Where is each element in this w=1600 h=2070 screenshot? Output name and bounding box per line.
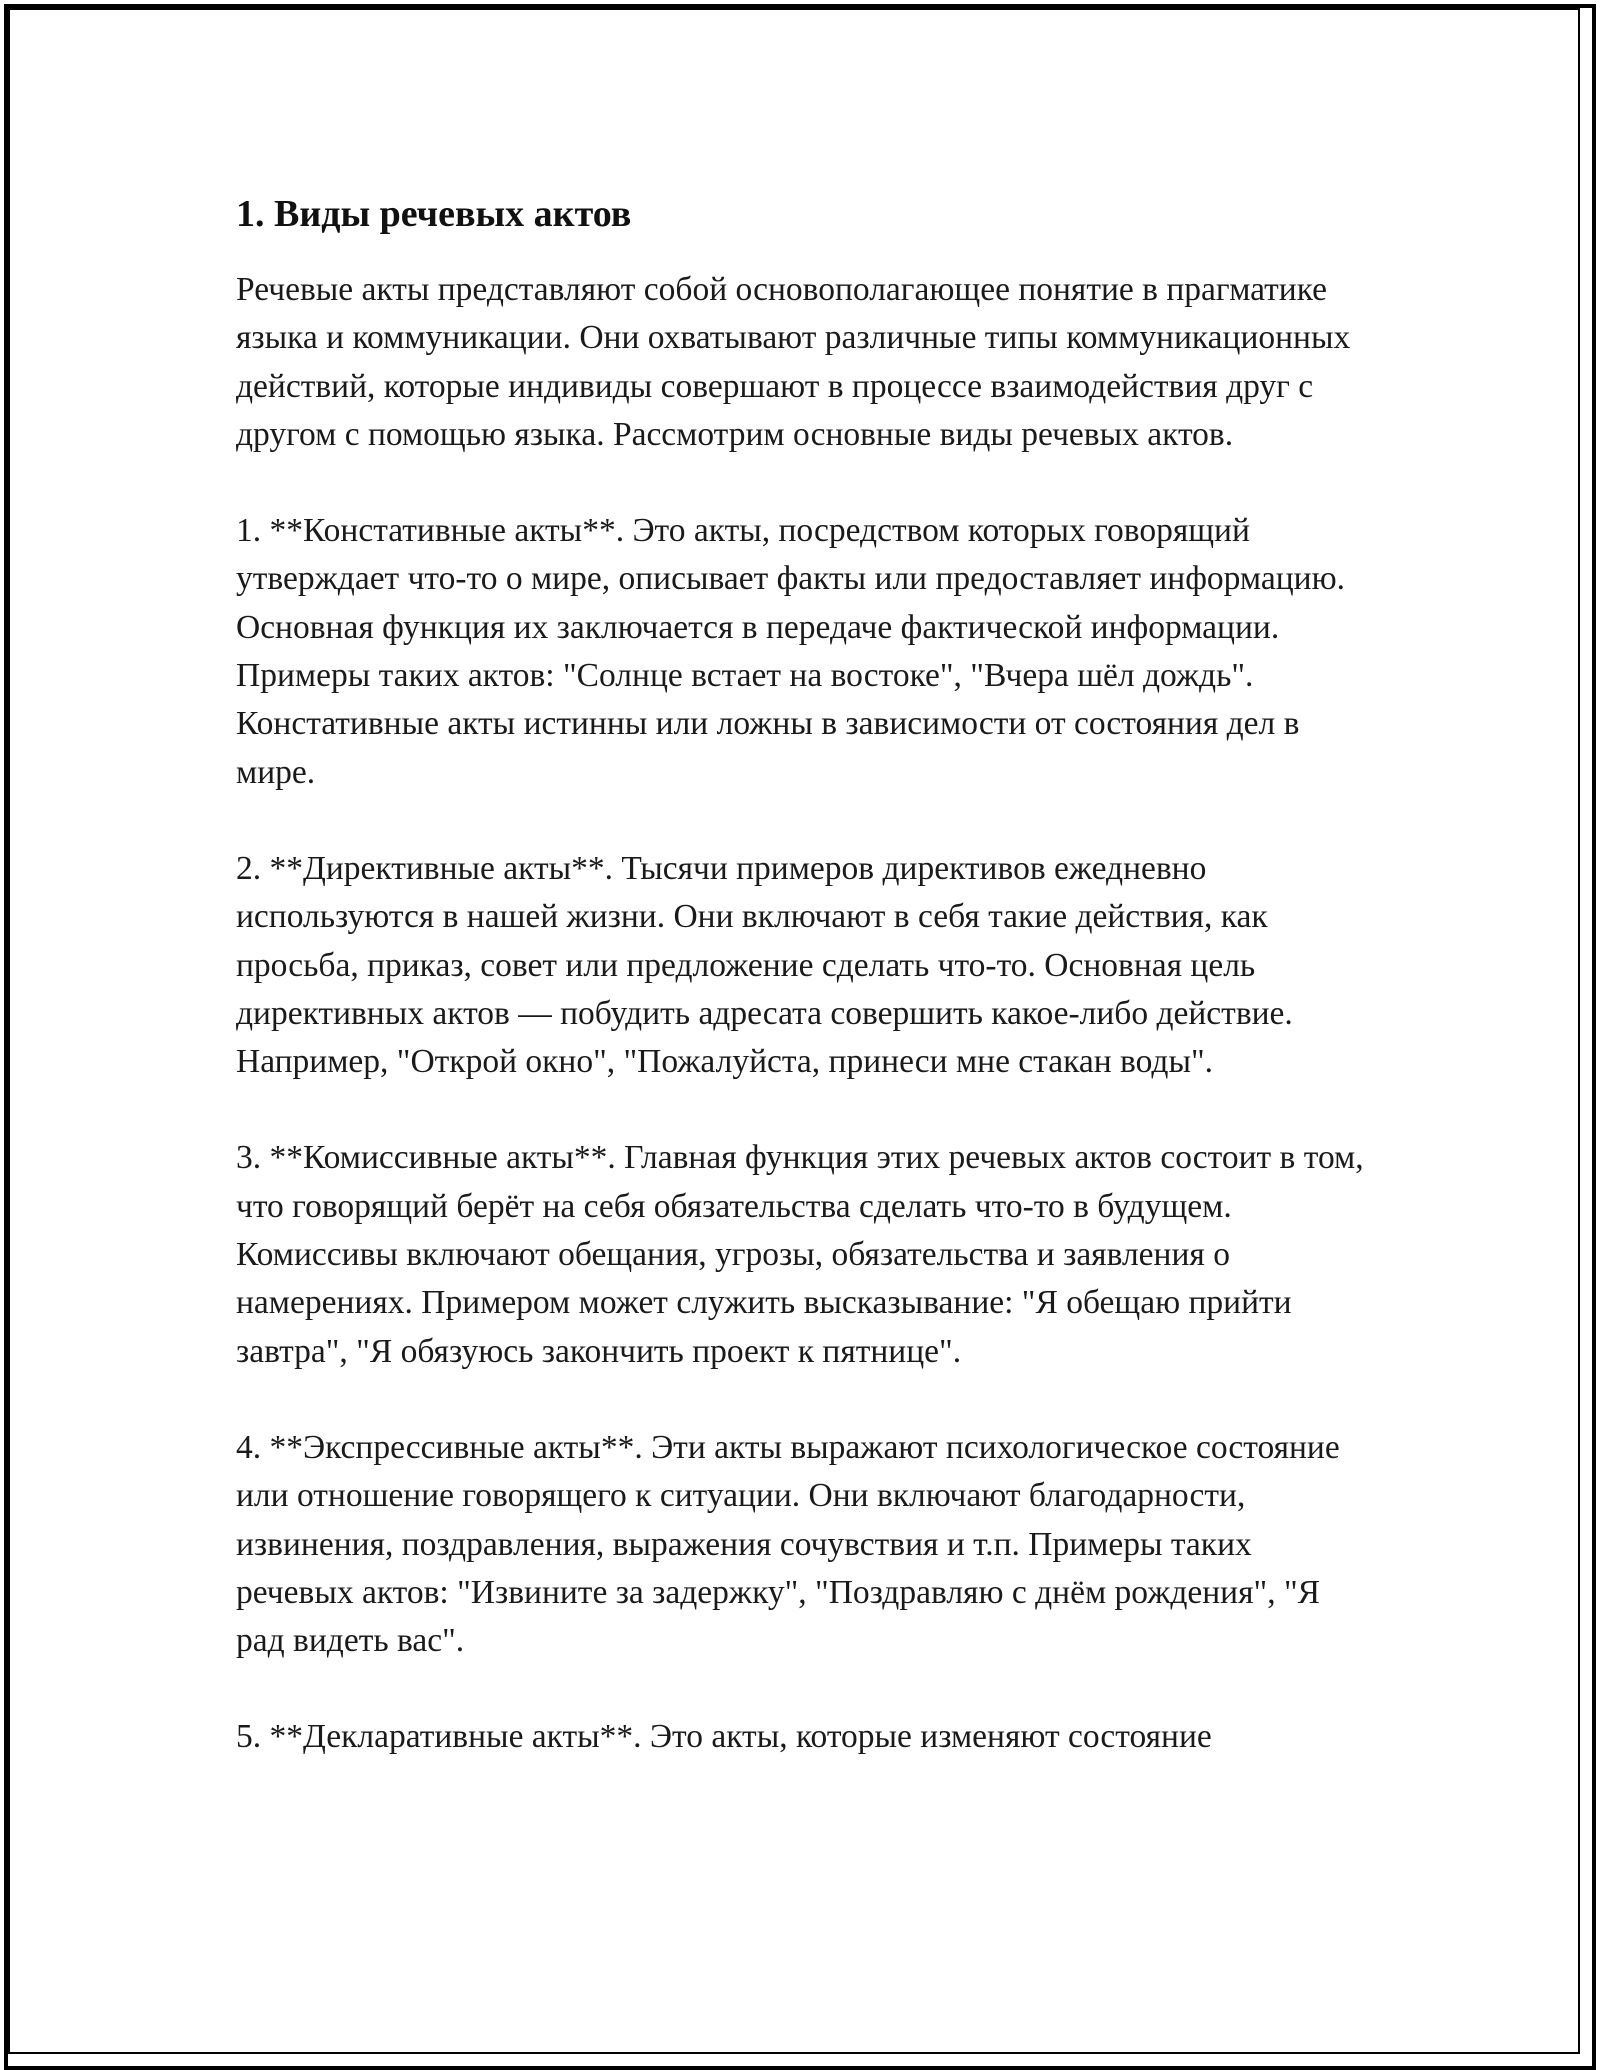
- paragraph-constatives: 1. **Констативные акты**. Это акты, посредством которых говорящий утверждает что-то о мире, описывает факты или предоставляет информацию. Основная функция их заключается в передаче фактической информации. Примеры таких актов: "Солнце встает на востоке", "Вчера шёл дождь". Констативные акты истинны или ложны в зависимости от состояния дел в мире.: [236, 512, 1346, 791]
- page-title: 1. Виды речевых актов: [236, 193, 632, 235]
- intro-paragraph: Речевые акты представляют собой основополагающее понятие в прагматике языка и коммуникации. Они охватывают различные типы коммуникационных действий, которые индивиды совершают в процессе взаимодействия друг с другом с помощью языка. Рассмотрим основные виды речевых актов.: [236, 271, 1351, 453]
- paragraph-expressives: 4. **Экспрессивные акты**. Эти акты выражают психологическое состояние или отношение говорящего к ситуации. Они включают благодарности, извинения, поздравления, выражения сочувствия и т.п. Примеры таких речевых актов: "Извините за задержку", "Поздравляю с днём рождения", "Я рад видеть вас".: [236, 1428, 1340, 1660]
- paragraph-directives: 2. **Директивные акты**. Тысячи примеров директивов ежедневно используются в нашей жизни. Они включают в себя такие действия, как просьба, приказ, совет или предложение сделать что-то. Основная цель директивных актов — побудить адресата совершить какое-либо действие. Например, "Открой окно", "Пожалуйста, принеси мне стакан воды".: [236, 849, 1293, 1081]
- paragraph-declaratives: 5. **Декларативные акты**. Это акты, которые изменяют состояние: [236, 1718, 1212, 1756]
- paragraph-commissives: 3. **Комиссивные акты**. Главная функция этих речевых актов состоит в том, что говорящий берёт на себя обязательства сделать что-то в будущем. Комиссивы включают обещания, угрозы, обязательства и заявления о намерениях. Примером может служить высказывание: "Я обещаю прийти завтра", "Я обязуюсь закончить проект к пятнице".: [236, 1139, 1364, 1370]
- document-body: [236, 186, 1366, 1810]
